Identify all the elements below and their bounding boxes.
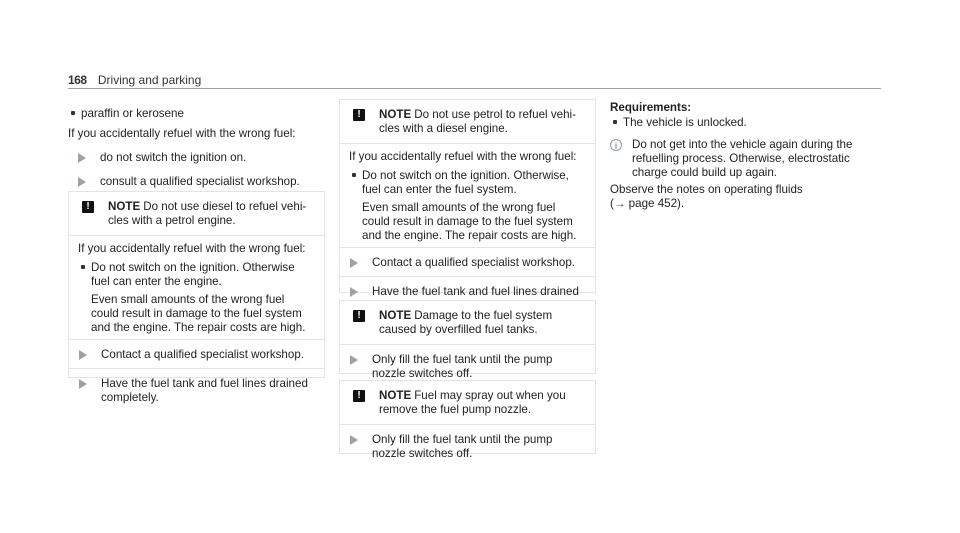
requirements-heading: Requirements:: [610, 101, 692, 114]
note-box-spray: [339, 380, 596, 460]
note-title: NOTE: [379, 309, 412, 322]
step-arrow-icon: [350, 435, 358, 445]
list-item-detail: Even small amounts of the wrong fuel could result in damage to the fuel system and the engine. The repair costs are high.: [91, 293, 306, 334]
info-icon: i: [610, 139, 622, 151]
warning-icon: !: [353, 310, 365, 322]
column-1: [68, 107, 324, 189]
list-item: [70, 107, 324, 121]
step-arrow-icon: [79, 350, 87, 360]
instruction-step: [69, 339, 324, 368]
list-item: [80, 261, 314, 335]
page-reference-link[interactable]: (→ page 452).: [610, 197, 685, 210]
list-item-detail: Even small amounts of the wrong fuel could result in damage to the fuel system and the engine. The repair costs are high.: [362, 201, 577, 242]
note-title: NOTE: [379, 108, 412, 121]
note-box-overfill: [339, 300, 596, 380]
note-title: NOTE: [108, 200, 141, 213]
observe-text: Observe the notes on operating fluids: [610, 183, 803, 196]
note-text: Damage to the fuel system caused by overfilled fuel tanks.: [379, 309, 553, 336]
page-number: 168: [68, 73, 87, 87]
note-text: Fuel may spray out when you remove the fuel pump nozzle.: [379, 389, 566, 416]
note-box-petrol: [339, 99, 596, 298]
warning-icon: !: [82, 201, 94, 213]
note-text: Do not use diesel to refuel vehi-cles with a petrol engine.: [108, 200, 307, 227]
note-body: [69, 236, 324, 339]
note-header: [340, 301, 595, 345]
wrong-fuel-intro: If you accidentally refuel with the wrong fuel:: [68, 127, 296, 140]
list-item: [351, 169, 585, 243]
step-text: Have the fuel tank and fuel lines drained completely.: [101, 377, 308, 404]
warning-icon: !: [353, 390, 365, 402]
column-3: [610, 101, 872, 211]
note-intro: If you accidentally refuel with the wrong fuel:: [349, 150, 577, 163]
instruction-step: [340, 247, 595, 276]
note-title: NOTE: [379, 389, 412, 402]
step-arrow-icon: [350, 287, 358, 297]
step-arrow-icon: [350, 355, 358, 365]
page-header: [68, 73, 201, 87]
section-title: Driving and parking: [97, 73, 202, 87]
step-text: Only fill the fuel tank until the pump nozzle switches off.: [372, 433, 553, 460]
list-item: [612, 116, 872, 130]
step-arrow-icon: [78, 177, 86, 187]
step-arrow-icon: [78, 153, 86, 163]
step-text: do not switch the ignition on.: [100, 151, 247, 164]
step-text: Only fill the fuel tank until the pump nozzle switches off.: [372, 353, 553, 380]
step-arrow-icon: [79, 379, 87, 389]
note-intro: If you accidentally refuel with the wrong fuel:: [78, 242, 306, 255]
header-divider: [68, 88, 881, 89]
list-item-text: Do not switch on the ignition. Otherwise, fuel can enter the fuel system.: [362, 169, 569, 196]
note-text: Do not use petrol to refuel vehi-cles with a diesel engine.: [379, 108, 576, 135]
note-box-diesel: [68, 191, 325, 404]
warning-icon: !: [353, 109, 365, 121]
step-arrow-icon: [350, 258, 358, 268]
step-text: Have the fuel tank and fuel lines drained: [372, 285, 579, 298]
note-header: [340, 100, 595, 144]
note-header: [69, 192, 324, 236]
list-item-text: paraffin or kerosene: [81, 107, 184, 120]
instruction-step: [68, 151, 324, 165]
info-note: [610, 138, 872, 180]
step-text: consult a qualified specialist workshop.: [100, 175, 300, 188]
list-item-text: The vehicle is unlocked.: [623, 116, 747, 129]
note-body: [340, 144, 595, 247]
instruction-step: [68, 175, 324, 189]
info-text: Do not get into the vehicle again during the refuelling process. Otherwise, electrostatic charge could build up again.: [632, 138, 853, 179]
list-item-text: Do not switch on the ignition. Otherwise fuel can enter the engine.: [91, 261, 295, 288]
step-text: Contact a qualified specialist workshop.: [372, 256, 575, 269]
instruction-step: [340, 425, 595, 467]
instruction-step: [69, 368, 324, 411]
note-header: [340, 381, 595, 425]
step-text: Contact a qualified specialist workshop.: [101, 348, 304, 361]
